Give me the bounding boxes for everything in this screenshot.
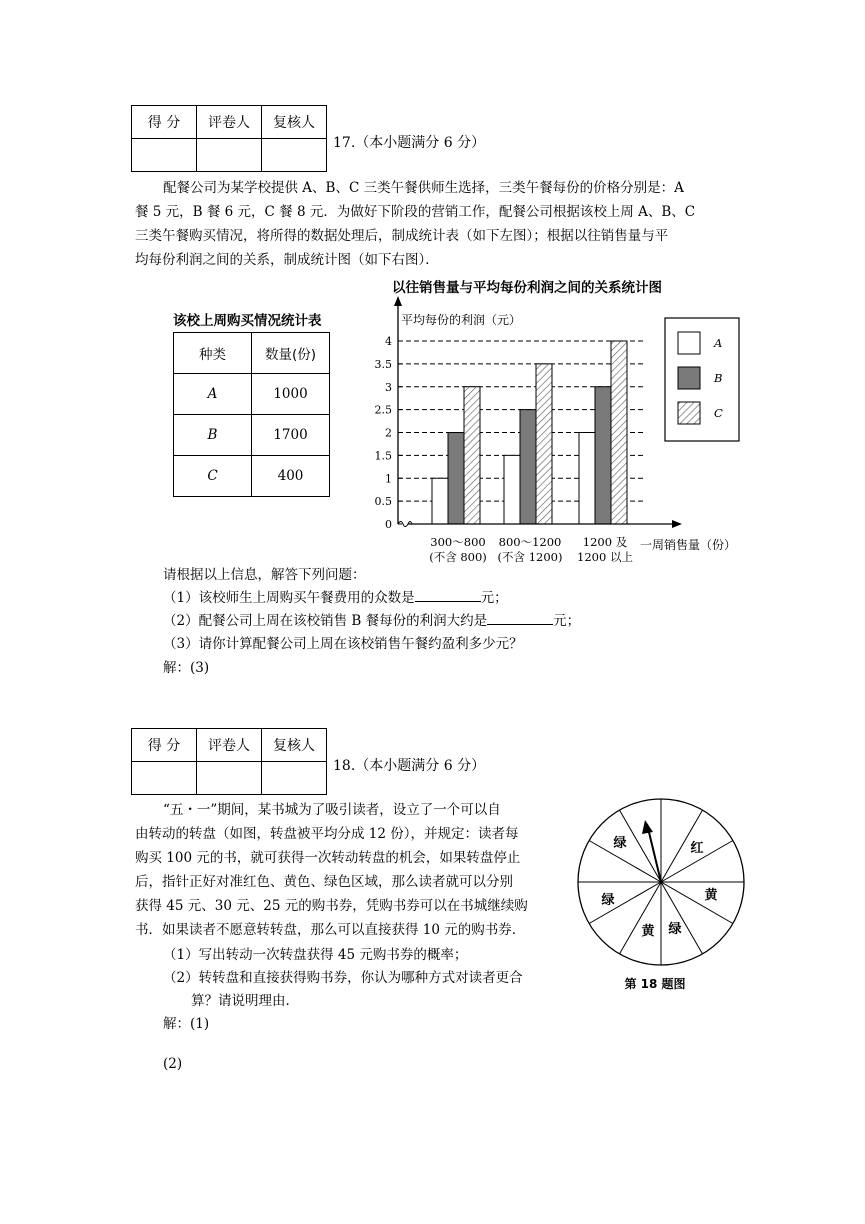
q18-answer-1[interactable]: 解：(1) bbox=[163, 1016, 210, 1032]
q17-prompt: 请根据以上信息，解答下列问题： bbox=[163, 567, 366, 583]
stat-cell-qty: 1000 bbox=[252, 374, 330, 415]
stat-cell-type: C bbox=[174, 456, 252, 497]
wheel-sector-label: 绿 bbox=[668, 922, 682, 937]
score-cell[interactable] bbox=[132, 762, 197, 795]
q17-question-2 bbox=[163, 609, 580, 629]
x-category-label: 1200 及 bbox=[582, 535, 628, 549]
legend-swatch-c bbox=[678, 402, 700, 424]
bar-a bbox=[579, 433, 595, 525]
y-tick-label: 2 bbox=[385, 426, 392, 440]
q18-intro-line: 由转动的转盘（如图，转盘被平均分成 12 份），并规定：读者每 bbox=[135, 826, 519, 842]
y-tick-label: 1 bbox=[385, 472, 392, 486]
q17-question-2-text: （2）配餐公司上周在该校销售 B 餐每份的利润大约是 bbox=[163, 613, 488, 629]
legend-label-b: B bbox=[714, 371, 723, 385]
legend-label-c: C bbox=[714, 406, 723, 420]
legend-box bbox=[665, 318, 739, 441]
grader-cell[interactable] bbox=[197, 762, 262, 795]
q18-score-table bbox=[131, 728, 327, 795]
wheel-sector-label: 绿 bbox=[601, 893, 615, 908]
bar-b bbox=[448, 433, 464, 525]
q17-intro-line: 均每份利润之间的关系，制成统计图（如下右图）． bbox=[135, 252, 439, 268]
y-tick-label: 0 bbox=[385, 518, 392, 531]
stat-table-title: 该校上周购买情况统计表 bbox=[173, 313, 322, 329]
legend-label-a: A bbox=[714, 336, 723, 350]
q17-header: 17.（本小题满分 6 分） bbox=[333, 135, 486, 151]
y-tick-label: 3 bbox=[385, 380, 392, 394]
q17-question-3: （3）请你计算配餐公司上周在该校销售午餐约盈利多少元？ bbox=[163, 636, 523, 652]
q17-intro-line: 三类午餐购买情况，将所得的数据处理后，制成统计表（如下左图）；根据以往销售量与平 bbox=[135, 228, 669, 244]
answer-blank-1[interactable] bbox=[415, 587, 481, 602]
x-category-label: 800～1200 bbox=[498, 535, 562, 549]
spinner-wheel bbox=[570, 790, 770, 1000]
q18-header: 18.（本小题满分 6 分） bbox=[333, 758, 486, 774]
q18-question-2: （2）转转盘和直接获得购书券，你认为哪种方式对读者更合 bbox=[163, 970, 523, 986]
q18-intro-line: 后，指针正好对准红色、黄色、绿色区域，那么读者就可以分别 bbox=[135, 874, 513, 890]
bar-a bbox=[504, 455, 520, 524]
wheel-caption: 第 18 题图 bbox=[624, 977, 686, 991]
reviewer-header: 复核人 bbox=[262, 729, 327, 762]
q18-intro bbox=[135, 798, 575, 942]
q18-question-1: （1）写出转动一次转盘获得 45 元购书券的概率； bbox=[163, 947, 468, 963]
y-axis-arrow bbox=[394, 296, 402, 306]
stat-cell-type: A bbox=[174, 374, 252, 415]
q18-question-2-cont: 算？请说明理由． bbox=[191, 993, 299, 1009]
stat-cell-qty: 400 bbox=[252, 456, 330, 497]
answer-blank-2[interactable] bbox=[487, 610, 553, 625]
stat-cell-qty: 1700 bbox=[252, 415, 330, 456]
q17-intro-line: 餐 5 元，B 餐 6 元，C 餐 8 元．为做好下阶段的营销工作，配餐公司根据该校上周 A、B、C bbox=[135, 204, 696, 220]
q18-intro-line: 购买 100 元的书，就可获得一次转动转盘的机会，如果转盘停止 bbox=[135, 850, 521, 866]
y-tick-label: 0.5 bbox=[374, 495, 392, 509]
stat-header-type: 种类 bbox=[174, 333, 252, 374]
x-axis-label: 一周销售量（份） bbox=[640, 538, 737, 552]
profit-bar-chart bbox=[0, 0, 865, 580]
x-category-label: 1200 以上 bbox=[577, 550, 633, 564]
wheel-sector-label: 黄 bbox=[641, 924, 655, 939]
reviewer-header: 复核人 bbox=[262, 106, 327, 139]
y-tick-label: 3.5 bbox=[374, 357, 392, 371]
x-category-label: (不含 800) bbox=[429, 550, 487, 564]
q18-intro-line: “五・一”期间，某书城为了吸引读者，设立了一个可以自 bbox=[163, 802, 501, 818]
x-category-label: 300～800 bbox=[430, 535, 486, 549]
q17-answer[interactable]: 解：(3) bbox=[163, 660, 210, 676]
bar-b bbox=[595, 387, 611, 524]
reviewer-cell[interactable] bbox=[262, 762, 327, 795]
y-tick-label: 4 bbox=[385, 335, 392, 348]
q17-question-2-unit: 元； bbox=[553, 613, 581, 629]
y-tick-label: 2.5 bbox=[374, 403, 392, 417]
q17-question-1 bbox=[163, 586, 508, 606]
grader-header: 评卷人 bbox=[197, 106, 262, 139]
stat-cell-type: B bbox=[174, 415, 252, 456]
stat-header-qty: 数量(份) bbox=[252, 333, 330, 374]
q18-intro-line: 获得 45 元、30 元、25 元的购书券，凭购书券可以在书城继续购 bbox=[135, 898, 528, 914]
q18-intro-line: 书．如果读者不愿意转转盘，那么可以直接获得 10 元的购书券． bbox=[135, 922, 526, 938]
grader-header: 评卷人 bbox=[197, 729, 262, 762]
q17-question-1-text: （1）该校师生上周购买午餐费用的众数是 bbox=[163, 590, 415, 606]
wheel-sector-label: 红 bbox=[690, 841, 704, 856]
wheel-sector-label: 绿 bbox=[613, 836, 627, 851]
q18-answer-2[interactable]: (2) bbox=[163, 1056, 183, 1072]
score-header: 得 分 bbox=[132, 106, 197, 139]
bar-a bbox=[432, 478, 448, 524]
bar-c bbox=[611, 341, 627, 524]
wheel-sector-label: 黄 bbox=[704, 888, 718, 903]
bar-c bbox=[536, 364, 552, 524]
bar-b bbox=[520, 410, 536, 524]
q17-question-1-unit: 元； bbox=[480, 590, 508, 606]
x-axis-arrow bbox=[672, 520, 682, 528]
y-tick-label: 1.5 bbox=[374, 449, 392, 463]
chart-title: 以往销售量与平均每份利润之间的关系统计图 bbox=[392, 280, 662, 296]
legend-swatch-b bbox=[678, 367, 700, 389]
y-axis-label: 平均每份的利润（元） bbox=[401, 313, 522, 327]
legend-swatch-a bbox=[678, 332, 700, 354]
bar-c bbox=[464, 387, 480, 524]
score-header: 得 分 bbox=[132, 729, 197, 762]
x-category-label: (不含 1200) bbox=[497, 550, 563, 564]
q17-intro-line: 配餐公司为某学校提供 A、B、C 三类午餐供师生选择，三类午餐每份的价格分别是：A bbox=[163, 180, 684, 196]
